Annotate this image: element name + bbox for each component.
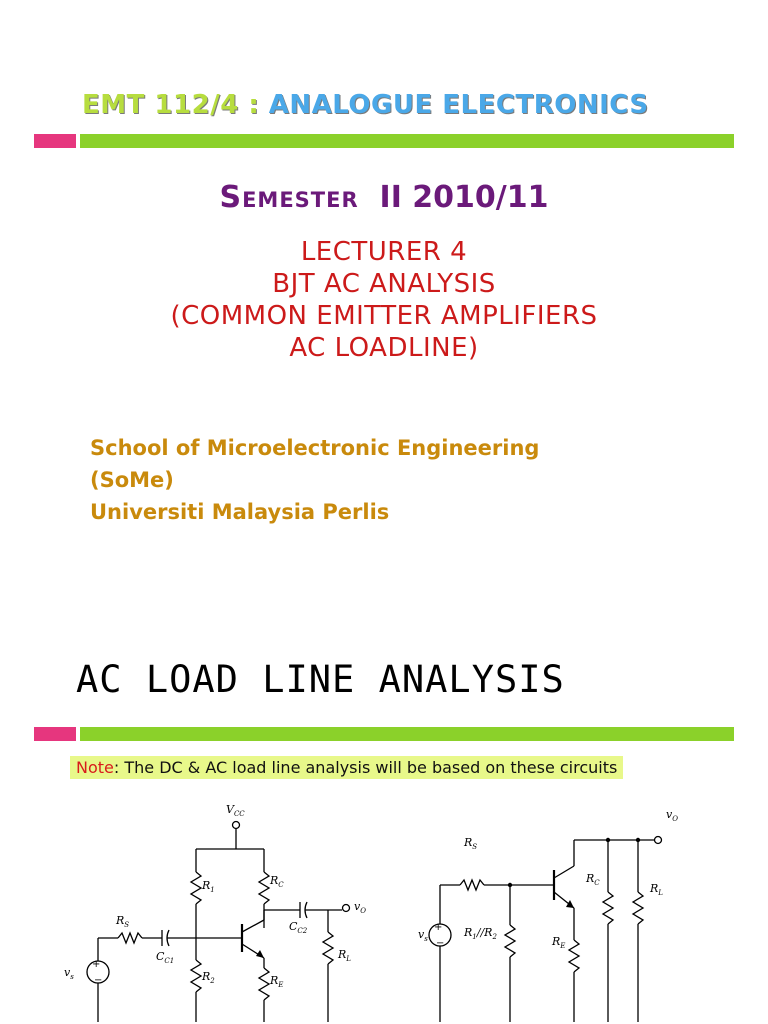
vs-label: v (64, 966, 71, 979)
svg-text:vO: $v_O$ (666, 808, 678, 823)
note-box (70, 756, 623, 779)
re2-resistor (569, 940, 579, 972)
svg-text:vs: $v_s$ (418, 928, 428, 943)
title-rule (34, 134, 734, 148)
svg-text:RC: $R_C$ (586, 872, 600, 887)
svg-text:VCC: $V_{CC}$ (226, 803, 245, 818)
semester-value: II 2010/11 (379, 180, 549, 215)
re-label: R (270, 974, 279, 987)
svg-text:+: + (434, 922, 443, 933)
svg-text:RS: $R_S$ (464, 836, 478, 851)
lecture-title (0, 236, 768, 364)
svg-text:+: + (92, 959, 101, 970)
node-dot (636, 838, 640, 842)
lecture-line: BJT AC ANALYSIS (272, 269, 496, 299)
re-resistor (259, 968, 269, 1000)
course-name: ANALOGUE ELECTRONICS (268, 90, 649, 120)
rl2-label: R (650, 882, 659, 895)
svg-text:RL: $R_L$ (650, 882, 663, 897)
school-line: (SoMe) (90, 468, 174, 492)
circuit-ac-equivalent (410, 800, 700, 1024)
svg-text:R1: $R_1$ (202, 879, 215, 894)
rc2-label: R (586, 872, 595, 885)
vs2-label: v (418, 928, 425, 941)
svg-text:−: − (436, 938, 445, 949)
svg-text:RS: $R_S$ (116, 914, 130, 929)
note-label: Note (76, 758, 114, 777)
course-code: EMT 112/4 : (82, 90, 269, 120)
svg-text:CC1: $C_{C1}$ (156, 950, 175, 965)
course-title (82, 90, 649, 120)
semester-word: Semester (219, 180, 359, 215)
rule-green-bar (80, 727, 734, 741)
vcc-label: V (226, 803, 234, 816)
rs2-resistor (460, 880, 484, 890)
rs-resistor (118, 933, 142, 943)
semester-line (0, 180, 768, 215)
node-dot (508, 883, 512, 887)
vcc-terminal (233, 822, 240, 829)
emitter2-arrow (566, 900, 574, 908)
rc-label: R (270, 874, 279, 887)
re2-label: R (552, 935, 561, 948)
rc-resistor (259, 872, 269, 904)
rpar-resistor (505, 925, 515, 957)
svg-text:CC2: $C_{C2}$ (289, 920, 308, 935)
circuit-common-emitter (60, 800, 380, 1024)
vo-terminal-2 (655, 837, 662, 844)
node-dot (606, 838, 610, 842)
vo-terminal (343, 905, 350, 912)
svg-text:RC: $R_C$ (270, 874, 284, 889)
rl-resistor (323, 932, 333, 964)
rule-pink-block (34, 727, 76, 741)
svg-text:R1//R2: $R_1//R_2$ (464, 926, 497, 941)
r1-label: R (202, 879, 211, 892)
rs-label: R (116, 914, 125, 927)
svg-text:vO: $v_O$ (354, 900, 366, 915)
r2-resistor (191, 960, 201, 992)
school-line: School of Microelectronic Engineering (90, 436, 540, 460)
rs2-label: R (464, 836, 473, 849)
rl2-resistor (633, 892, 643, 924)
svg-text:R2: $R_2$ (202, 970, 215, 985)
note-text: : The DC & AC load line analysis will be based on these circuits (113, 758, 618, 777)
cc1-label: C (156, 950, 165, 963)
rl-label: R (338, 948, 347, 961)
rule-green-bar (80, 134, 734, 148)
section-rule (34, 727, 734, 741)
rc2-resistor (603, 892, 613, 924)
school-info (90, 432, 539, 528)
svg-text:RE: $R_E$ (270, 974, 284, 989)
cc2-label: C (289, 920, 298, 933)
lecture-line: LECTURER 4 (300, 237, 468, 267)
lecture-line: AC LOADLINE) (289, 333, 479, 363)
vo2-label: v (666, 808, 673, 821)
svg-text:RL: $R_L$ (338, 948, 351, 963)
svg-text:−: − (94, 975, 103, 986)
rule-pink-block (34, 134, 76, 148)
svg-text:vs: $v_s$ (64, 966, 74, 981)
vo-label: v (354, 900, 361, 913)
page-title: AC LOAD LINE ANALYSIS (76, 658, 565, 701)
r2-label: R (202, 970, 211, 983)
r1-resistor (191, 872, 201, 904)
svg-text:RE: $R_E$ (552, 935, 566, 950)
lecture-line: (COMMON EMITTER AMPLIFIERS (170, 301, 598, 331)
rpar-label: R (464, 926, 473, 939)
school-line: Universiti Malaysia Perlis (90, 500, 390, 524)
